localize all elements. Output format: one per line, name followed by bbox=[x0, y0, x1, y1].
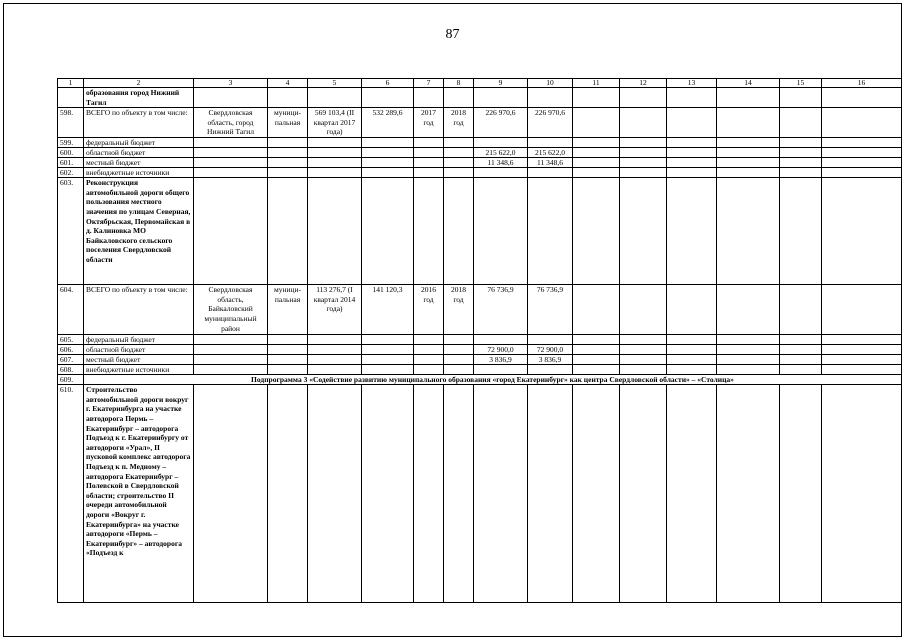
col-header: 4 bbox=[268, 79, 308, 88]
col-header: 9 bbox=[474, 79, 528, 88]
row-number: 603. bbox=[58, 178, 84, 285]
col-header: 11 bbox=[573, 79, 620, 88]
table-row bbox=[58, 375, 902, 385]
table-row bbox=[58, 88, 902, 108]
amount-2018: 11 348,6 bbox=[528, 158, 573, 168]
row-number: 608. bbox=[58, 365, 84, 375]
row-number: 600. bbox=[58, 148, 84, 158]
row-number: 602. bbox=[58, 168, 84, 178]
col-header: 16 bbox=[822, 79, 902, 88]
total-amount: 226 970,6 bbox=[474, 108, 528, 138]
amount-2018: 226 970,6 bbox=[528, 108, 573, 138]
total-amount: 3 836,9 bbox=[474, 355, 528, 365]
amount-2018: 215 622,0 bbox=[528, 148, 573, 158]
page-number: 87 bbox=[445, 27, 460, 42]
amount-2018: 3 836,9 bbox=[528, 355, 573, 365]
cost: 532 289,6 bbox=[362, 108, 414, 138]
row-number: 606. bbox=[58, 345, 84, 355]
object-name: Реконструкция автомобильной дороги общего пользования местного значения по улицам Северная, Октябрьская, Первомайская в д. Калиновка МО Байкаловского сельского поселения Свердловской области bbox=[84, 178, 194, 285]
end-year: 2018 год bbox=[444, 285, 474, 335]
table-row bbox=[58, 108, 902, 138]
source-name: внебюджетные источники bbox=[84, 168, 194, 178]
col-header: 7 bbox=[414, 79, 444, 88]
total-amount: 72 900,0 bbox=[474, 345, 528, 355]
col-header: 1 bbox=[58, 79, 84, 88]
row-number: 601. bbox=[58, 158, 84, 168]
table-row bbox=[58, 178, 902, 285]
table-row bbox=[58, 148, 902, 158]
total-amount: 76 736,9 bbox=[474, 285, 528, 335]
ownership: муници-пальная bbox=[268, 108, 308, 138]
object-name: образования город Нижний Тагил bbox=[84, 88, 194, 108]
row-number: 599. bbox=[58, 138, 84, 148]
location: Свердловская область, город Нижний Тагил bbox=[194, 108, 268, 138]
location: Свердловская область, Байкаловский муниципальный район bbox=[194, 285, 268, 335]
object-name: ВСЕГО по объекту в том числе: bbox=[84, 108, 194, 138]
col-header: 12 bbox=[620, 79, 667, 88]
table-row bbox=[58, 138, 902, 148]
amount-2018: 72 900,0 bbox=[528, 345, 573, 355]
col-header: 3 bbox=[194, 79, 268, 88]
capacity: 113 276,7 (I квартал 2014 года) bbox=[308, 285, 362, 335]
table-row bbox=[58, 168, 902, 178]
total-amount: 11 348,6 bbox=[474, 158, 528, 168]
source-name: местный бюджет bbox=[84, 158, 194, 168]
table-row bbox=[58, 385, 902, 603]
table-row bbox=[58, 158, 902, 168]
table-row bbox=[58, 365, 902, 375]
table-row bbox=[58, 335, 902, 345]
row-number: 604. bbox=[58, 285, 84, 335]
end-year: 2018 год bbox=[444, 108, 474, 138]
source-name: областной бюджет bbox=[84, 345, 194, 355]
col-header: 14 bbox=[717, 79, 780, 88]
col-header: 5 bbox=[308, 79, 362, 88]
ownership: муници-пальная bbox=[268, 285, 308, 335]
object-name: Строительство автомобильной дороги вокруг г. Екатеринбурга на участке автодорога Пермь – Екатеринбург – автодорога Подъезд к г. Екатеринбургу от автодороги «Урал», II пусковой комплекс автодорога Подъезд к п. Медному – автодорога Екатеринбург – Полевской в Свердловской области; строительство II очереди автомобильной дороги «Вокруг г. Екатеринбурга» на участке автодороги «Пермь – Екатеринбург» – автодорога «Подъезд к bbox=[84, 385, 194, 603]
col-header: 15 bbox=[780, 79, 822, 88]
table-row bbox=[58, 285, 902, 335]
row-number: 610. bbox=[58, 385, 84, 603]
row-number: 598. bbox=[58, 108, 84, 138]
row-number: 609. bbox=[58, 375, 84, 385]
col-header: 2 bbox=[84, 79, 194, 88]
amount-2018: 76 736,9 bbox=[528, 285, 573, 335]
capacity: 569 103,4 (II квартал 2017 года) bbox=[308, 108, 362, 138]
object-name: ВСЕГО по объекту в том числе: bbox=[84, 285, 194, 335]
source-name: федеральный бюджет bbox=[84, 335, 194, 345]
row-number: 607. bbox=[58, 355, 84, 365]
row-number: 605. bbox=[58, 335, 84, 345]
source-name: федеральный бюджет bbox=[84, 138, 194, 148]
col-header: 10 bbox=[528, 79, 573, 88]
source-name: областной бюджет bbox=[84, 148, 194, 158]
source-name: местный бюджет bbox=[84, 355, 194, 365]
subprogram-title: Подпрограмма 3 «Содействие развитию муниципального образования «город Екатеринбург» как центра Свердловской области» – «Столица» bbox=[84, 375, 902, 385]
col-header: 6 bbox=[362, 79, 414, 88]
col-header: 13 bbox=[667, 79, 717, 88]
col-header: 8 bbox=[444, 79, 474, 88]
investment-table bbox=[57, 78, 902, 603]
start-year: 2017 год bbox=[414, 108, 444, 138]
start-year: 2016 год bbox=[414, 285, 444, 335]
column-numbers-row bbox=[58, 79, 902, 88]
table-row bbox=[58, 345, 902, 355]
cost: 141 120,3 bbox=[362, 285, 414, 335]
total-amount: 215 622,0 bbox=[474, 148, 528, 158]
table-row bbox=[58, 355, 902, 365]
source-name: внебюджетные источники bbox=[84, 365, 194, 375]
